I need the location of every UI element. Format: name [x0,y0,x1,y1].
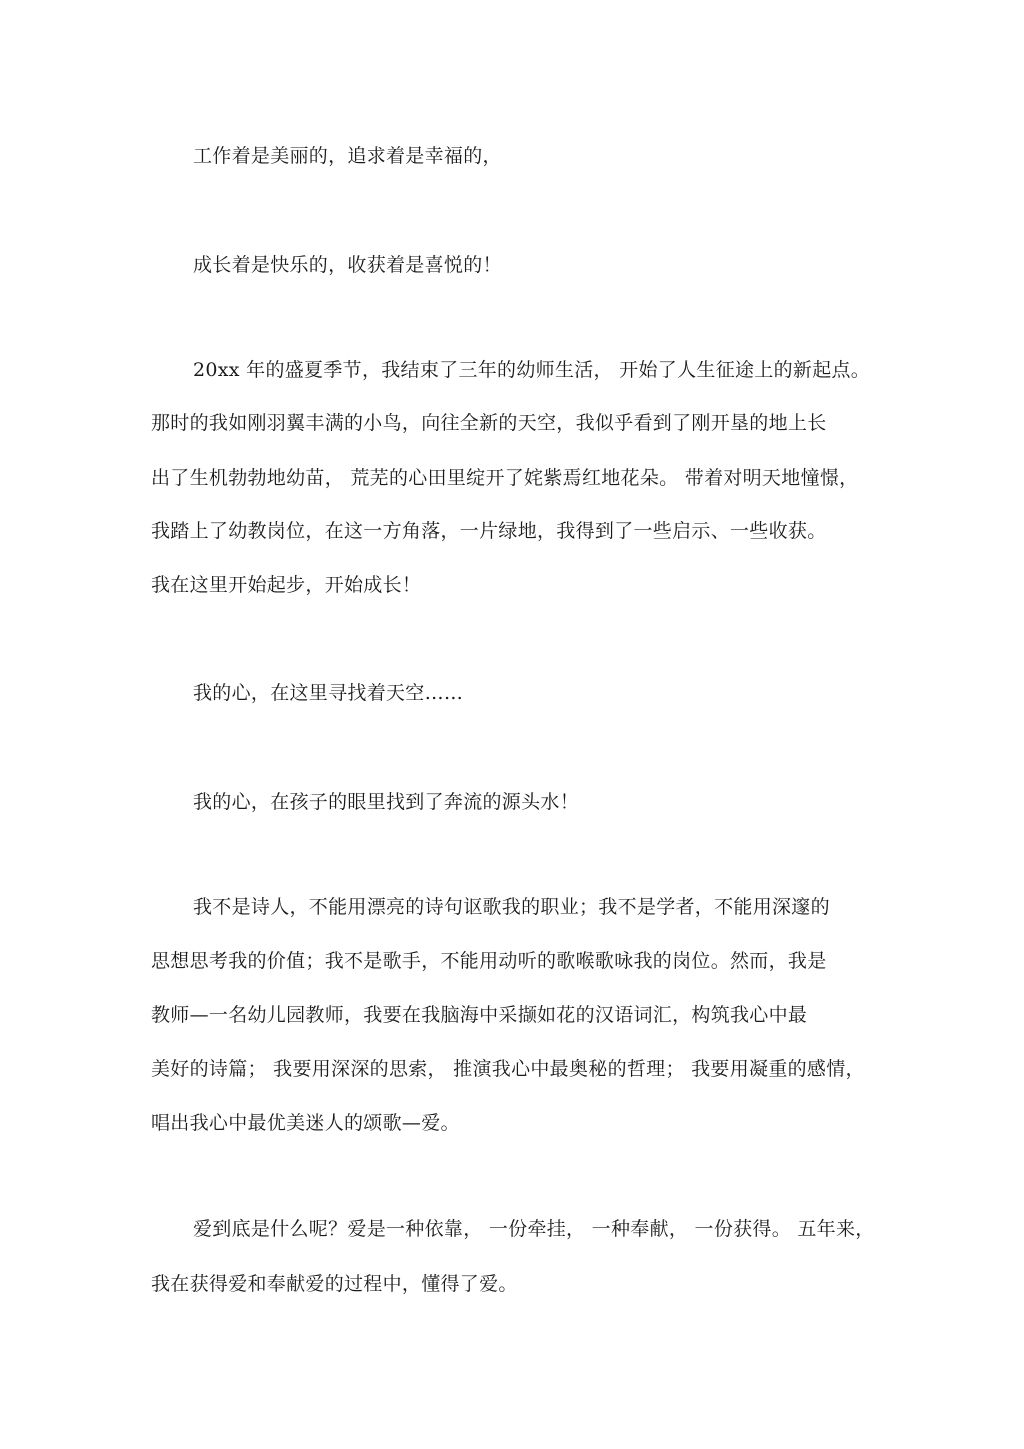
paragraph-7-line-1: 爱到底是什么呢？爱是一种依靠， 一份牵挂， 一种奉献， 一份获得。 五年来， [193,1218,875,1240]
paragraph-6-line-1: 我不是诗人，不能用漂亮的诗句讴歌我的职业；我不是学者，不能用深邃的 [193,896,830,918]
paragraph-4-line-1: 我的心，在这里寻找着天空…… [193,682,464,704]
paragraph-6-line-3: 教师—一名幼儿园教师，我要在我脑海中采撷如花的汉语词汇，构筑我心中最 [151,1004,808,1026]
paragraph-3-line-3: 出了生机勃勃地幼苗， 荒芜的心田里绽开了姹紫焉红地花朵。 带着对明天地憧憬， [151,467,859,489]
paragraph-6-line-5: 唱出我心中最优美迷人的颂歌—爱。 [151,1112,460,1134]
paragraph-3-line-2: 那时的我如刚羽翼丰满的小鸟，向往全新的天空，我似乎看到了刚开垦的地上长 [151,412,827,434]
paragraph-2-line-1: 成长着是快乐的，收获着是喜悦的！ [193,254,502,276]
paragraph-3-line-5: 我在这里开始起步，开始成长！ [151,574,422,596]
paragraph-6-line-2: 思想思考我的价值；我不是歌手，不能用动听的歌喉歌咏我的岗位。然而，我是 [151,950,827,972]
paragraph-1-line-1: 工作着是美丽的，追求着是幸福的， [193,145,502,167]
paragraph-3-line-4: 我踏上了幼教岗位，在这一方角落，一片绿地，我得到了一些启示、一些收获。 [151,520,827,542]
paragraph-5-line-1: 我的心，在孩子的眼里找到了奔流的源头水！ [193,791,580,813]
paragraph-6-line-4: 美好的诗篇； 我要用深深的思索， 推演我心中最奥秘的哲理； 我要用凝重的感情， [151,1058,865,1080]
paragraph-3-line-1: 20xx 年的盛夏季节，我结束了三年的幼师生活， 开始了人生征途上的新起点。 [193,359,871,381]
paragraph-7-line-2: 我在获得爱和奉献爱的过程中，懂得了爱。 [151,1273,518,1295]
